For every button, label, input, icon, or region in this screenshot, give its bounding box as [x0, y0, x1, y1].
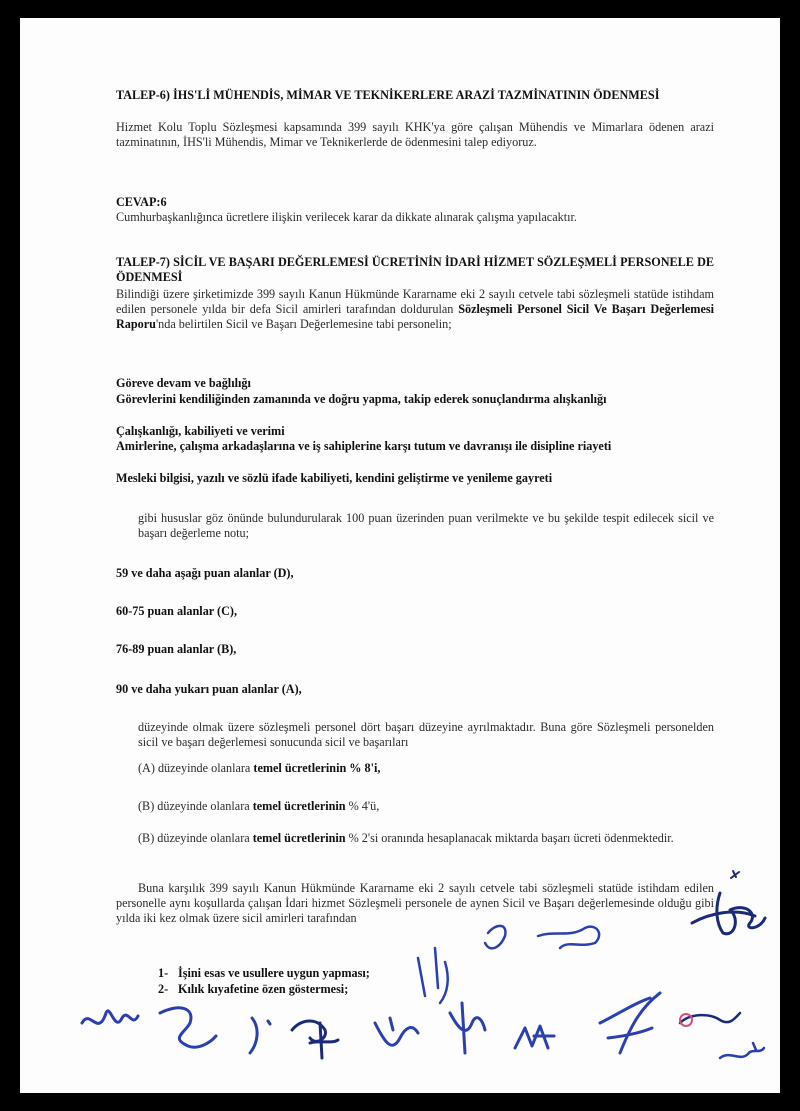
signature-bottom-row: [82, 993, 764, 1058]
grade-b: 76-89 puan alanlar (B),: [116, 642, 237, 656]
rate-b: (B) düzeyinde olanlara temel ücretlerinin % 4'ü,: [138, 799, 380, 813]
talep7-intro-report-name: Sözleşmeli Personel Sicil Ve Başarı Değerlemesi Raporu: [116, 302, 714, 331]
criteria-item: Amirlerine, çalışma arkadaşlarına ve iş sahiplerine karşı tutum ve davranışı ile disipline riayeti: [116, 439, 612, 453]
signature-middle-cluster: [418, 926, 599, 1003]
grade-d: 59 ve daha aşağı puan alanlar (D),: [116, 566, 294, 580]
talep7-heading: TALEP-7) SİCİL VE BAŞARI DEĞERLEMESİ ÜCRETİNİN İDARİ HİZMET SÖZLEŞMELİ PERSONELE DE ÖDENMESİ: [116, 255, 714, 284]
cevap6-body: Cumhurbaşkanlığınca ücretlere ilişkin verilecek karar da dikkate alınarak çalışma yapılacaktır.: [116, 210, 577, 224]
document-page: [20, 18, 780, 1093]
scoring-text: gibi hususlar göz önünde bulundurularak 100 puan üzerinden puan verilmekte ve bu şekilde tespit edilecek sicil ve başarı değerleme notu;: [138, 511, 714, 540]
numbered-item-2: 2- Kılık kıyafetine özen göstermesi;: [158, 982, 349, 996]
grade-a: 90 ve daha yukarı puan alanlar (A),: [116, 682, 302, 696]
signatures-overlay: [20, 18, 780, 1093]
cevap6-heading: CEVAP:6: [116, 195, 167, 209]
grade-c: 60-75 puan alanlar (C),: [116, 604, 237, 618]
talep7-intro-before: Bilindiği üzere şirketimizde 399 sayılı Kanun Hükmünde Kararname eki 2 sayılı cetvele tabi sözleşmeli statüde istihdam edilen personele yılda bir defa Sicil amirleri tarafından doldurulan: [116, 287, 714, 316]
signature-right-top: [692, 871, 765, 934]
criteria-item: Görevlerini kendiliğinden zamanında ve doğru yapma, takip ederek sonuçlandırma alışkanlığı: [116, 392, 607, 406]
talep6-body: Hizmet Kolu Toplu Sözleşmesi kapsamında 399 sayılı KHK'ya göre çalışan Mühendis ve Mimarlara ödenen arazi tazminatının, İHS'li Mühendis, Mimar ve Teknikerlerde de ödenmesini talep ediyoruz.: [116, 120, 714, 149]
rate-a: (A) düzeyinde olanlara temel ücretlerinin % 8'i,: [138, 761, 381, 775]
contrast-text: Buna karşılık 399 sayılı Kanun Hükmünde Kararname eki 2 sayılı cetvele tabi sözleşmeli statüde istihdam edilen personelle aynı koşullarda çalışan İdari hizmet Sözleşmeli personele de aynen Sicil ve Başarı değerlemesinde olduğu gibi yılda iki kez olmak üzere sicil amirleri tarafından: [116, 881, 714, 925]
talep7-intro-after: 'nda belirtilen Sicil ve Başarı Değerlemesine tabi personelin;: [155, 317, 452, 331]
talep6-heading: TALEP-6) İHS'Lİ MÜHENDİS, MİMAR VE TEKNİKERLERE ARAZİ TAZMİNATININ ÖDENMESİ: [116, 88, 660, 102]
rate-c: (B) düzeyinde olanlara temel ücretlerinin % 2'si oranında hesaplanacak miktarda başarı ücreti ödenmektedir.: [138, 831, 674, 845]
numbered-item-1: 1- İşini esas ve usullere uygun yapması;: [158, 966, 370, 980]
criteria-item: Çalışkanlığı, kabiliyeti ve verimi: [116, 424, 285, 438]
criteria-item: Mesleki bilgisi, yazılı ve sözlü ifade kabiliyeti, kendini geliştirme ve yenileme gayreti: [116, 471, 553, 485]
levels-text: düzeyinde olmak üzere sözleşmeli personel dört başarı düzeyine ayrılmaktadır. Buna göre Sözleşmeli personelden sicil ve başarı değerlemesi sonucunda sicil ve başarıları: [138, 720, 714, 749]
criteria-item: Göreve devam ve bağlılığı: [116, 376, 251, 390]
